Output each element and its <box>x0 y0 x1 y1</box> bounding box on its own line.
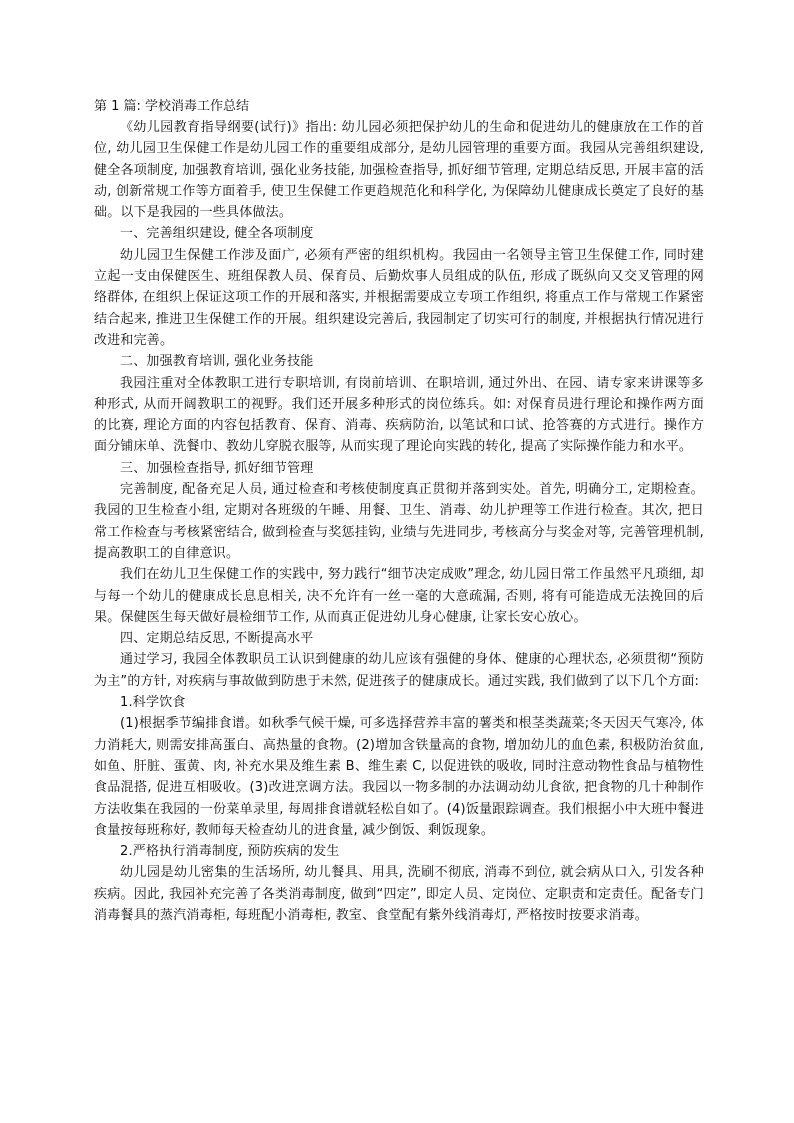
section-heading-3: 三、加强检查指导, 抓好细节管理 <box>120 460 314 476</box>
subsection-heading-1: 1.科学饮食 <box>120 695 186 711</box>
body-paragraph: 通过学习, 我园全体教职员工认识到健康的幼儿应该有强健的身体、健康的心理状态, 必须贯彻“预防为主”的方针, 对疾病与事故做到防患于未然, 促进孩子的健康成长。通过实践, 我们做到了以下几个方面: <box>94 652 704 689</box>
document-title: 第 1 篇: 学校消毒工作总结 <box>94 99 250 114</box>
body-paragraph: 我园注重对全体教职工进行专职培训, 有岗前培训、在职培训, 通过外出、在园、请专家来讲课等多种形式, 从而开阔教职工的视野。我们还开展多种形式的岗位练兵。如: 对保育员进行理论和操作两方面的比赛, 理论方面的内容包括教育、保育、消毒、疾病防治, 以笔试和口试、抢答赛的方式进行。操作方面分铺床单、洗餐巾、教幼儿穿脱衣服等, 从而实现了理论向实践的转化, 提高了实际操作能力和水平。 <box>94 375 704 455</box>
body-paragraph: 完善制度, 配备充足人员, 通过检查和考核使制度真正贯彻并落到实处。首先, 明确分工, 定期检查。我园的卫生检查小组, 定期对各班级的午睡、用餐、卫生、消毒、幼儿护理等工作进行检查。其次, 把日常工作检查与考核紧密结合, 做到检查与奖惩挂钩, 业绩与先进同步, 考核高分与奖金对等, 完善管理机制, 提高教职工的自律意识。 <box>94 482 704 561</box>
body-paragraph: (1)根据季节编排食谱。如秋季气候干燥, 可多选择营养丰富的薯类和根茎类蔬菜;冬天因天气寒冷, 体力消耗大, 则需安排高蛋白、高热量的食物。(2)增加含铁量高的食物, 增加幼儿的血色素, 积极防治贫血, 如鱼、肝脏、蛋黄、肉, 补充水果及维生素 B、维生素 C, 以促进铁的吸收, 同时注意动物性食品与植物性食品混搭, 促进互相吸收。(3)改进烹调方法。我园以一物多制的办法调动幼儿食欲, 把食物的几十种制作方法收集在我园的一份菜单录里, 每周排食谱就轻松自如了。(4)饭量跟踪调查。我们根据小中大班中餐进食量按每班称好, 教师每天检查幼儿的进食量, 减少倒饭、剩饭现象。 <box>94 716 704 838</box>
section-heading-4: 四、定期总结反思, 不断提高水平 <box>120 631 314 647</box>
body-paragraph: 幼儿园卫生保健工作涉及面广, 必须有严密的组织机构。我园由一名领导主管卫生保健工作, 同时建立起一支由保健医生、班组保教人员、保育员、后勤炊事人员组成的队伍, 形成了既纵向又交叉管理的网络群体, 在组织上保证这项工作的开展和落实, 并根据需要成立专项工作组织, 将重点工作与常规工作紧密结合起来, 推进卫生保健工作的开展。组织建设完善后, 我园制定了切实可行的制度, 并根据执行情况进行改进和完善。 <box>94 247 704 348</box>
subsection-heading-2: 2.严格执行消毒制度, 预防疾病的发生 <box>120 844 340 860</box>
body-paragraph: 幼儿园是幼儿密集的生活场所, 幼儿餐具、用具, 洗刷不彻底, 消毒不到位, 就会病从口入, 引发各种疾病。因此, 我园补充完善了各类消毒制度, 做到“四定”, 即定人员、定岗位、定职责和定责任。配备专门消毒餐具的蒸汽消毒柜, 每班配小消毒柜, 教室、食堂配有紫外线消毒灯, 严格按时按要求消毒。 <box>94 865 704 923</box>
section-heading-1: 一、完善组织建设, 健全各项制度 <box>120 226 314 242</box>
document-body <box>94 96 704 926</box>
body-paragraph: 我们在幼儿卫生保健工作的实践中, 努力践行“细节决定成败”理念, 幼儿园日常工作虽然平凡琐细, 却与每一个幼儿的健康成长息息相关, 决不允许有一丝一毫的大意疏漏, 否则, 将有可能造成无法挽回的后果。保健医生每天做好晨检细节工作, 从而真正促进幼儿身心健康, 让家长安心放心。 <box>94 567 704 625</box>
section-heading-2: 二、加强教育培训, 强化业务技能 <box>120 354 314 370</box>
intro-paragraph: 《幼儿园教育指导纲要(试行)》指出: 幼儿园必须把保护幼儿的生命和促进幼儿的健康放在工作的首位, 幼儿园卫生保健工作是幼儿园工作的重要组成部分, 是幼儿园管理的重要方面。我园从完善组织建设, 健全各项制度, 加强教育培训, 强化业务技能, 加强检查指导, 抓好细节管理, 定期总结反思, 开展丰富的活动, 创新常规工作等方面着手, 使卫生保健工作更趋规范化和科学化, 为保障幼儿健康成长奠定了良好的基础。以下是我园的一些具体做法。 <box>94 120 704 221</box>
